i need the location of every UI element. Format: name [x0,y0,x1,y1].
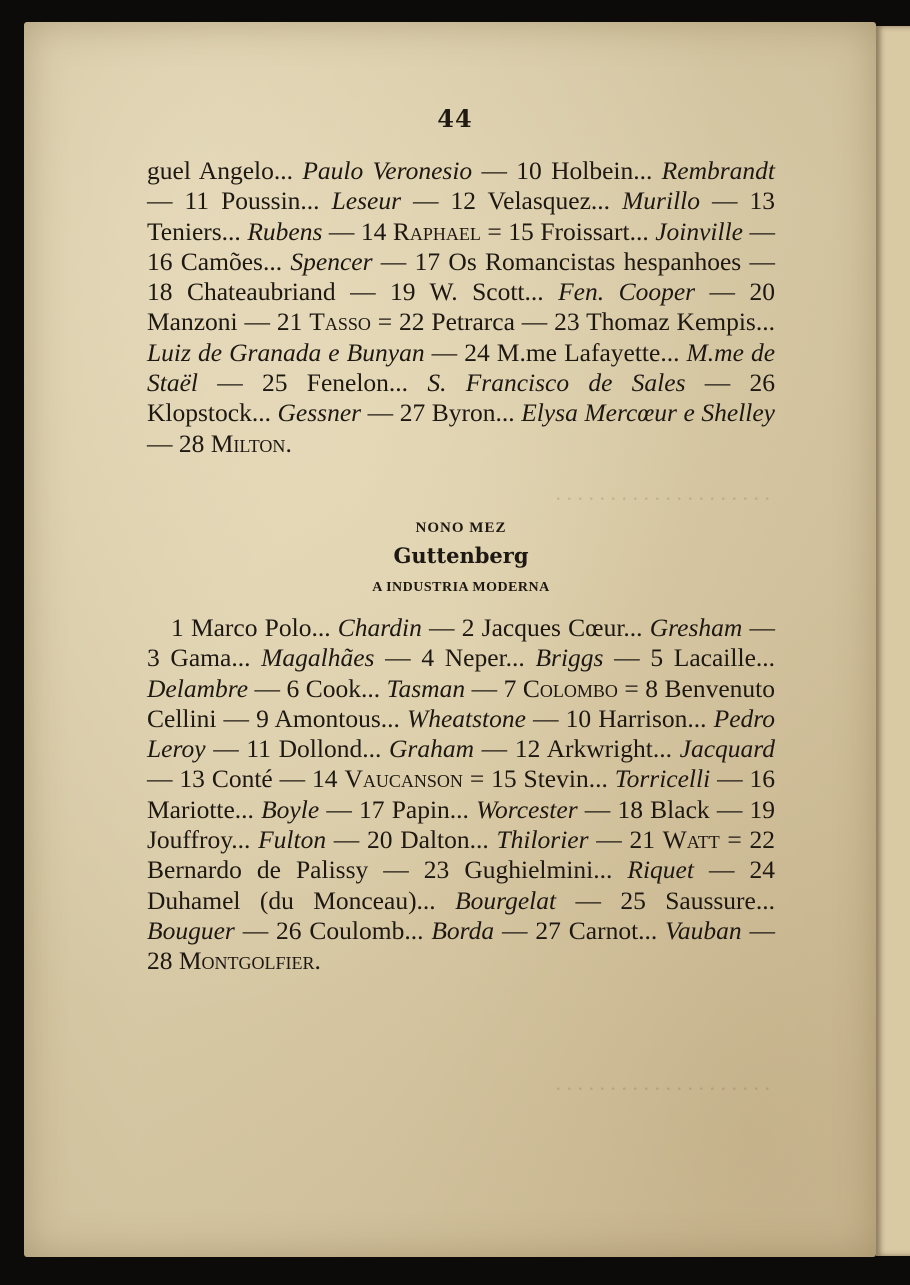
text-run: — 4 Neper... [374,643,536,673]
text-run: — 24 Duhamel (du Monceau)... [147,855,775,915]
text-run: — 26 Coulomb... [234,915,432,945]
italic-name: Joinville [655,216,743,246]
text-run: — 11 Dollond... [205,734,389,764]
italic-name: Bourgelat [455,885,557,915]
smallcaps-name: Colombo [522,673,618,703]
text-run: — 7 [465,673,523,703]
italic-name: Luiz de Granada e Bunyan [147,337,425,367]
text-run: — 14 [322,216,393,246]
italic-name: M.me de Staël [147,337,776,398]
text-run: guel Angelo... [147,156,303,185]
smallcaps-name: Vaucanson [344,764,463,794]
italic-name: Rembrandt [661,156,775,185]
text-run: — 27 Byron... [361,398,522,428]
text-run: = 22 Petrarca — 23 Thomaz Kempis... [370,307,775,337]
italic-name: Rubens [247,216,323,246]
smallcaps-name: Watt [662,825,720,855]
text-run: — 17 Papin... [319,794,477,824]
italic-name: Bouguer [147,915,235,945]
text-run: — 28 [147,915,776,976]
italic-name: Boyle [261,794,320,824]
italic-name: Magalhães [261,643,375,673]
text-run: — 13 Teniers... [147,186,775,246]
italic-name: Fen. Cooper [558,277,696,307]
smallcaps-name: Raphael [392,216,481,246]
text-run: — 26 Klopstock... [147,368,776,428]
text-run: — 11 Poussin... [147,186,332,216]
text-run: — 27 Carnot... [494,915,666,945]
italic-name: Borda [431,915,495,945]
text-run: — 28 [147,428,211,458]
text-run: — 17 Os Romancistas hespanhoes — 18 Chateaubriand — 19 W. Scott... [147,246,775,307]
italic-name: S. Francisco de Sales [427,368,686,398]
text-run: 1 Marco Polo... [171,613,338,642]
italic-name: Leseur [331,186,401,216]
smallcaps-name: Tasso [309,307,371,337]
italic-name: Jacquard [679,734,775,764]
italic-name: Vauban [665,915,742,945]
paragraph [147,613,775,977]
text-run: — 24 M.me Lafayette... [424,337,687,367]
text-run: — 16 Mariotte... [147,764,775,824]
adjacent-page-edge [876,26,910,1256]
bleed-through: . . . . . . . . . . . . . . . . . . . . [555,480,770,505]
italic-name: Gresham [649,613,743,642]
smallcaps-name: Montgolfier [178,946,315,976]
italic-name: Worcester [476,794,578,824]
bleed-through: . . . . . . . . . . . . . . . . . . . . [555,1070,770,1095]
italic-name: Briggs [535,643,604,673]
text-run: — 5 Lacaille... [603,643,776,673]
italic-name: Pedro Leroy [147,703,775,764]
text-run: . [285,428,292,458]
italic-name: Graham [388,734,474,764]
section-theme: A INDUSTRIA MODERNA [372,580,550,595]
text-run: . [314,946,321,976]
text-run: — 13 Conté — 14 [147,764,345,794]
text-run: — 21 [588,825,663,855]
text-run: — 3 Gama... [147,613,776,673]
text-block-1 [147,156,775,459]
text-run: — 25 Fenelon... [198,368,428,398]
text-run: — 12 Arkwright... [474,734,680,764]
italic-name: Torricelli [614,764,711,794]
text-run: — 2 Jacques Cœur... [421,613,650,642]
italic-name: Riquet [627,855,694,885]
text-run: — 20 Manzoni — 21 [147,277,775,337]
italic-name: Chardin [337,613,422,642]
italic-name: Wheatstone [406,703,526,733]
text-run: = 8 Benvenuto Cellini — 9 Amontous... [147,673,775,733]
italic-name: Fulton [258,825,327,855]
text-run: — 10 Holbein... [472,156,662,185]
italic-name: Spencer [290,246,373,276]
text-run: = 15 Froissart... [480,216,656,246]
section-patron: Guttenberg [393,543,529,568]
italic-name: Tasman [386,673,466,703]
text-run: — 25 Saussure... [556,885,775,915]
text-run: — 12 Velasquez... [401,186,623,216]
italic-name: Murillo [622,186,700,216]
italic-name: Paulo Veronesio [302,156,473,185]
italic-name: Delambre [147,673,249,703]
section-month: NONO MEZ [415,520,507,536]
paragraph [147,156,775,459]
italic-name: Gessner [277,398,362,428]
text-run: — 16 Camões... [147,216,776,276]
text-run: — 20 Dalton... [326,825,497,855]
smallcaps-name: Milton [210,428,286,458]
italic-name: Elysa Mercœur e Shelley [521,398,776,428]
text-run: = 15 Stevin... [462,764,615,794]
text-run: — 18 Black — 19 Jouffroy... [147,794,775,855]
page-number: 44 [437,104,473,133]
text-run: — 10 Harrison... [525,703,714,733]
text-block-2 [147,613,775,977]
italic-name: Thilorier [496,825,589,855]
text-run: — 6 Cook... [248,673,387,703]
text-run: = 22 Bernardo de Palissy — 23 Gughielmini... [147,825,775,885]
